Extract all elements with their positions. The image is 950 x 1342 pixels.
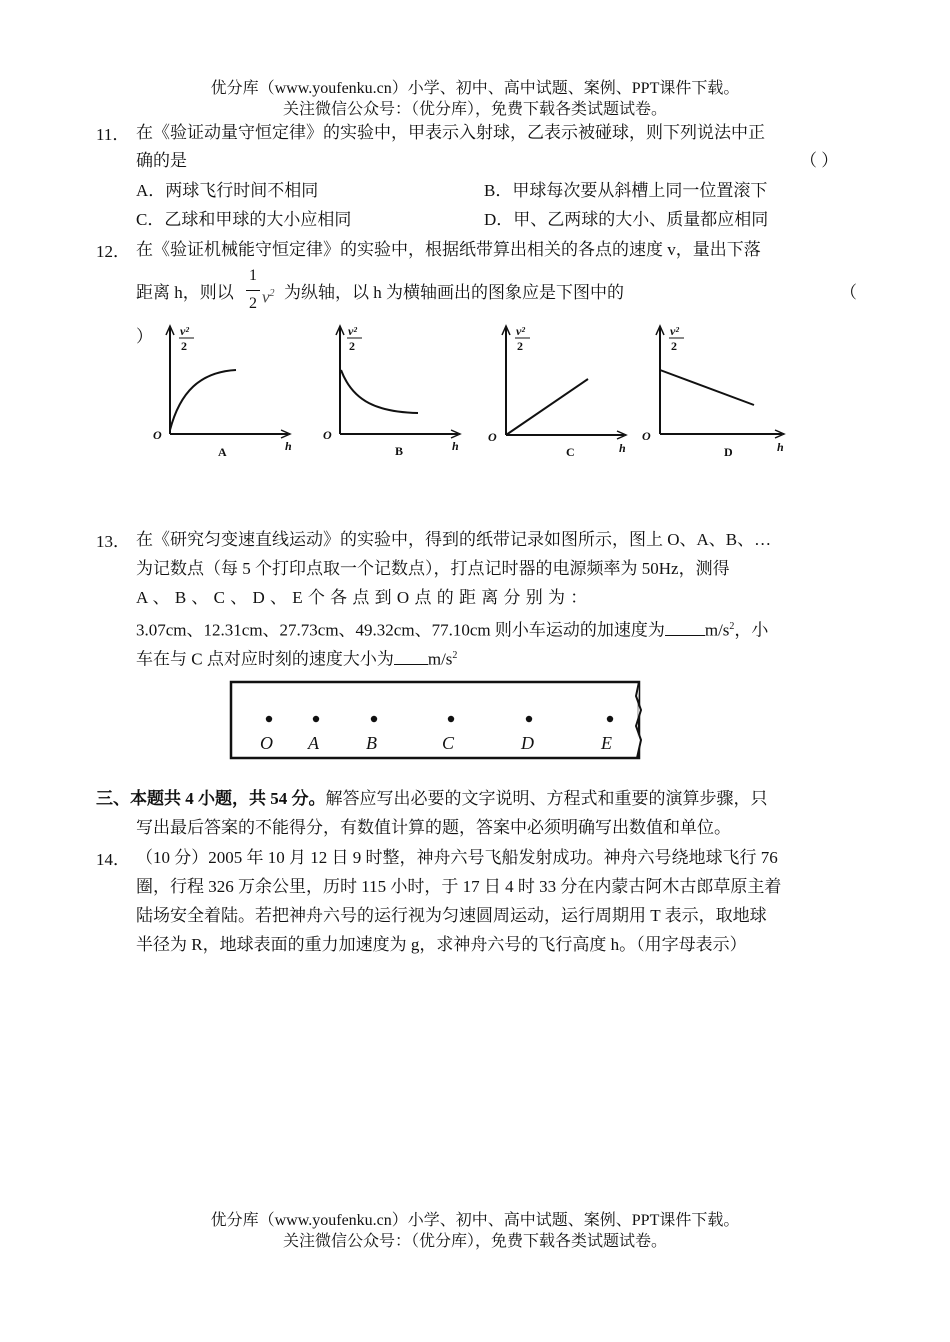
graph-d-xlabel: h <box>777 440 784 454</box>
q12-frac-v: $v^2$ <box>262 287 275 307</box>
q13-line-3: A 、 B 、 C 、 D 、 E 个 各 点 到 O 点 的 距 离 分 别 为 ： <box>136 588 588 607</box>
graph-d-ylabel-den: 2 <box>671 339 677 353</box>
tape-label-e: E <box>601 733 612 753</box>
q13-line-4: 3.07cm、12.31cm、27.73cm、49.32cm、77.10cm 则小车运动的加速度为 $m/s^2$，小 <box>136 614 768 644</box>
q11-option-a: A．两球飞行时间不相同 <box>136 181 319 200</box>
q12-paren-right: ） <box>136 327 153 346</box>
q13-blank-acceleration[interactable] <box>665 617 705 636</box>
tape-dot-c <box>448 716 454 722</box>
q13-line-2: 为记数点（每 5 个打印点取一个记数点），打点记时器的电源频率为 50Hz，测得 <box>136 559 730 578</box>
tape-dot-d <box>526 716 532 722</box>
graph-d <box>636 322 796 462</box>
graph-a-curve <box>170 370 236 430</box>
q14-line-1: （10 分）2005 年 10 月 12 日 9 时整，神舟六号飞船发射成功。神舟六号绕地球飞行 76 <box>136 848 778 867</box>
graph-c-ylabel-num: v² <box>516 324 525 338</box>
tape-label-a: A <box>308 733 319 753</box>
q12-frac-bar <box>246 290 260 291</box>
q11-option-b: B．甲球每次要从斜槽上同一位置滚下 <box>484 181 768 200</box>
graph-b-ylabel-den: 2 <box>349 339 355 353</box>
graph-c-origin: O <box>488 430 497 444</box>
q11-number: 11． <box>96 125 130 144</box>
graph-a-ylabel-den: 2 <box>181 339 187 353</box>
section3-line-1: 三、本题共 4 小题，共 54 分。解答应写出必要的文字说明、方程式和重要的演算步骤，只 <box>96 789 768 808</box>
tape-label-d: D <box>521 733 534 753</box>
tape-dot-e <box>607 716 613 722</box>
header-line-2: 关注微信公众号：（优分库），免费下载各类试题试卷。 <box>282 101 667 118</box>
graph-d-ylabel-num: v² <box>670 324 679 338</box>
graph-c-ylabel-den: 2 <box>517 339 523 353</box>
q12-stem-2b: 为纵轴，以 h 为横轴画出的图象应是下图中的 <box>284 283 624 302</box>
graph-a-ylabel-num: v² <box>180 324 189 338</box>
graph-b-letter: B <box>395 444 404 458</box>
graph-c-xlabel: h <box>619 441 626 455</box>
graph-a-xlabel: h <box>285 439 292 453</box>
q13-line-1: 在《研究匀变速直线运动》的实验中，得到的纸带记录如图所示，图上 O、A、B、… <box>136 530 772 549</box>
q11-stem-1: 在《验证动量守恒定律》的实验中，甲表示入射球，乙表示被碰球，则下列说法中正 <box>136 123 765 142</box>
graph-a-origin: O <box>153 428 162 442</box>
graph-a-letter: A <box>218 445 227 459</box>
graph-b <box>318 322 468 462</box>
footer-line-1: 优分库（www.youfenku.cn）小学、初中、高中试题、案例、PPT课件下载。 <box>210 1212 740 1229</box>
q12-stem-2a: 距离 h，则以 <box>136 283 234 302</box>
graph-c-line <box>506 379 588 435</box>
graph-b-origin: O <box>323 428 332 442</box>
q13-number: 13． <box>96 532 130 551</box>
graph-d-letter: D <box>724 445 733 459</box>
graph-c <box>484 322 634 462</box>
q14-line-2: 圈，行程 326 万余公里，历时 115 小时，于 17 日 4 时 33 分在内蒙古阿木古郎草原主着 <box>136 877 782 896</box>
section3-line-2: 写出最后答案的不能得分，有数值计算的题，答案中必须明确写出数值和单位。 <box>136 818 731 837</box>
paper-tape <box>224 676 648 766</box>
tape-dot-a <box>313 716 319 722</box>
q11-option-d: D．甲、乙两球的大小、质量都应相同 <box>484 210 769 229</box>
tape-dot-o <box>266 716 272 722</box>
q11-option-c: C．乙球和甲球的大小应相同 <box>136 210 352 229</box>
graph-b-curve <box>341 370 418 413</box>
graph-a <box>150 322 300 462</box>
q14-line-4: 半径为 R，地球表面的重力加速度为 g，求神舟六号的飞行高度 h。（用字母表示） <box>136 935 747 954</box>
graph-d-line <box>660 370 754 405</box>
q12-stem-1: 在《验证机械能守恒定律》的实验中，根据纸带算出相关的各点的速度 v，量出下落 <box>136 240 761 259</box>
tape-dot-b <box>371 716 377 722</box>
q12-frac-denominator: 2 <box>249 295 257 312</box>
q13-blank-velocity[interactable] <box>394 646 428 665</box>
tape-label-o: O <box>260 733 273 753</box>
q11-answer-paren: （ ） <box>800 151 839 170</box>
q12-frac-numerator: 1 <box>249 267 257 284</box>
q14-line-3: 陆场安全着陆。若把神舟六号的运行视为匀速圆周运动，运行周期用 T 表示，取地球 <box>136 906 767 925</box>
tape-label-b: B <box>366 733 377 753</box>
q12-paren-left: （ <box>840 283 857 302</box>
header-line-1: 优分库（www.youfenku.cn）小学、初中、高中试题、案例、PPT课件下载。 <box>210 80 740 97</box>
q13-line-5: 车在与 C 点对应时刻的速度大小为 $m/s^2$ <box>136 643 457 673</box>
tape-label-c: C <box>442 733 455 753</box>
q11-stem-2: 确的是 <box>136 151 187 170</box>
graph-c-letter: C <box>566 445 575 459</box>
footer-line-2: 关注微信公众号：（优分库），免费下载各类试题试卷。 <box>282 1233 667 1250</box>
q14-number: 14． <box>96 850 130 869</box>
graph-d-origin: O <box>642 429 651 443</box>
graph-b-xlabel: h <box>452 439 459 453</box>
q12-number: 12． <box>96 242 130 261</box>
graph-b-ylabel-num: v² <box>348 324 357 338</box>
